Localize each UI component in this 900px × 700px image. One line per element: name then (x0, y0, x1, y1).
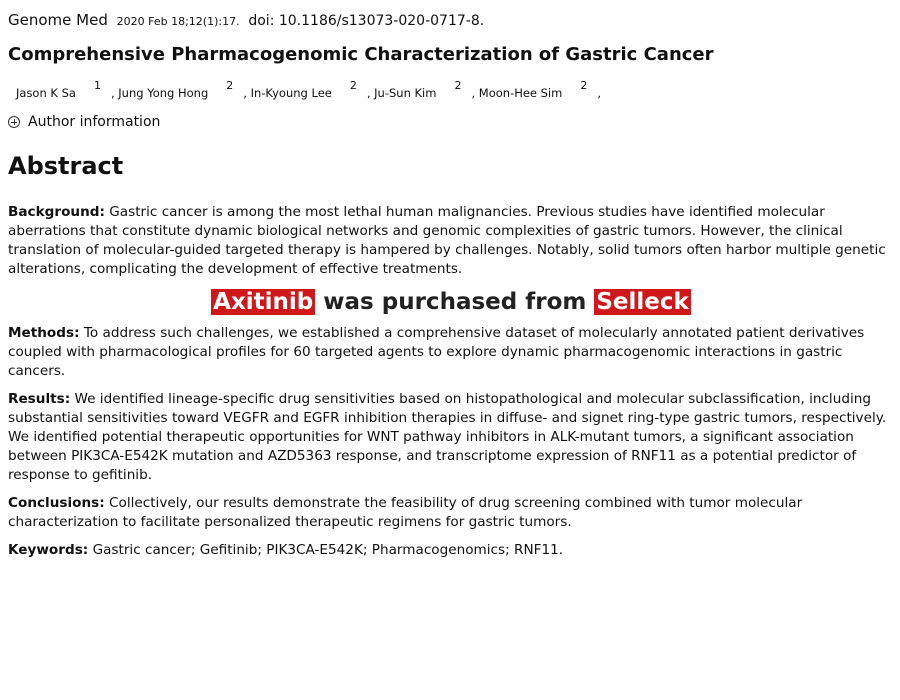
section-text: Gastric cancer is among the most lethal human malignancies. Previous studies have identified molecular aberrations that constitute dynamic biological networks and genomic complexities of gastric tumors. However, the clinical translation of molecular-guided targeted therapy is hampered by challenges. Notably, solid tumors often harbor multiple genetic alterations, complicating the development of effective treatments. (8, 204, 886, 277)
journal-name[interactable]: Genome Med (8, 11, 108, 29)
abstract-background (8, 203, 894, 279)
affiliation-ref[interactable]: 2 (454, 79, 462, 92)
section-text: Gastric cancer; Gefitinib; PIK3CA-E542K; Pharmacogenomics; RNF11. (88, 542, 564, 558)
affiliation-ref[interactable]: 2 (226, 79, 234, 92)
affiliation-ref[interactable]: 2 (580, 79, 588, 92)
abstract-methods (8, 324, 894, 381)
citation (8, 11, 484, 29)
section-label: Results: (8, 391, 71, 407)
affiliation-ref[interactable]: 2 (349, 79, 357, 92)
vendor-name: Selleck (596, 289, 689, 315)
section-label: Background: (8, 204, 105, 220)
author[interactable]: Ju-Sun Kim$^2$, (374, 79, 476, 100)
author[interactable]: Jung Yong Hong$^2$, (118, 79, 247, 100)
section-text: We identified lineage-specific drug sensitivities based on histopathological and molecular subclassification, including substantial sensitivities toward VEGFR and EGFR inhibition therapies in diffuse- and signet ring-type gastric tumors, respectively. We identified potential therapeutic opportunities for WNT pathway inhibitors in ALK-mutant tumors, a significant association between PIK3CA-E542K mutation and AZD5363 response, and transcriptome expression of RNF11 as a potential predictor of response to gefitinib. (8, 391, 887, 483)
section-text: To address such challenges, we established a comprehensive dataset of molecularly annotated patient derivatives coupled with pharmacological profiles for 60 targeted agents to explore dynamic pharmacogenomic interactions in gastric cancers. (8, 325, 865, 379)
abstract-results (8, 390, 894, 485)
author-list (16, 79, 602, 100)
author[interactable]: Jason K Sa$^1$, (16, 79, 115, 100)
author-name[interactable]: Jung Yong Hong (118, 85, 209, 100)
author[interactable]: In-Kyoung Lee$^2$, (250, 79, 371, 100)
abstract-keywords (8, 541, 894, 560)
author-information-toggle[interactable] (8, 114, 160, 130)
section-label: Methods: (8, 325, 80, 341)
author-name[interactable]: Moon-Hee Sim (478, 85, 563, 100)
section-text: Collectively, our results demonstrate the feasibility of drug screening combined with tumor molecular characterization to facilitate personalized therapeutic regimens for gastric tumors. (8, 495, 803, 530)
author-name[interactable]: In-Kyoung Lee (250, 85, 332, 100)
banner-text: was purchased from (315, 289, 595, 315)
section-label: Keywords: (8, 542, 89, 558)
author-name[interactable]: Jason K Sa (16, 85, 76, 100)
abstract-body (8, 203, 894, 569)
abstract-conclusions (8, 494, 894, 532)
author-name[interactable]: Ju-Sun Kim (374, 85, 437, 100)
abstract-heading: Abstract (8, 152, 124, 180)
doi: doi: 10.1186/s13073-020-0717-8. (248, 13, 485, 29)
product-name: Axitinib (213, 289, 314, 315)
author-information-label: Author information (28, 114, 161, 130)
publication-date: 2020 Feb 18;12(1):17. (116, 15, 240, 28)
author[interactable]: Moon-Hee Sim$^2$, (478, 79, 602, 100)
article-title: Comprehensive Pharmacogenomic Characterization of Gastric Cancer (8, 44, 714, 65)
affiliation-ref[interactable]: 1 (93, 79, 101, 92)
purchase-banner (8, 288, 894, 316)
section-label: Conclusions: (8, 495, 105, 511)
plus-circle-icon (8, 116, 20, 128)
